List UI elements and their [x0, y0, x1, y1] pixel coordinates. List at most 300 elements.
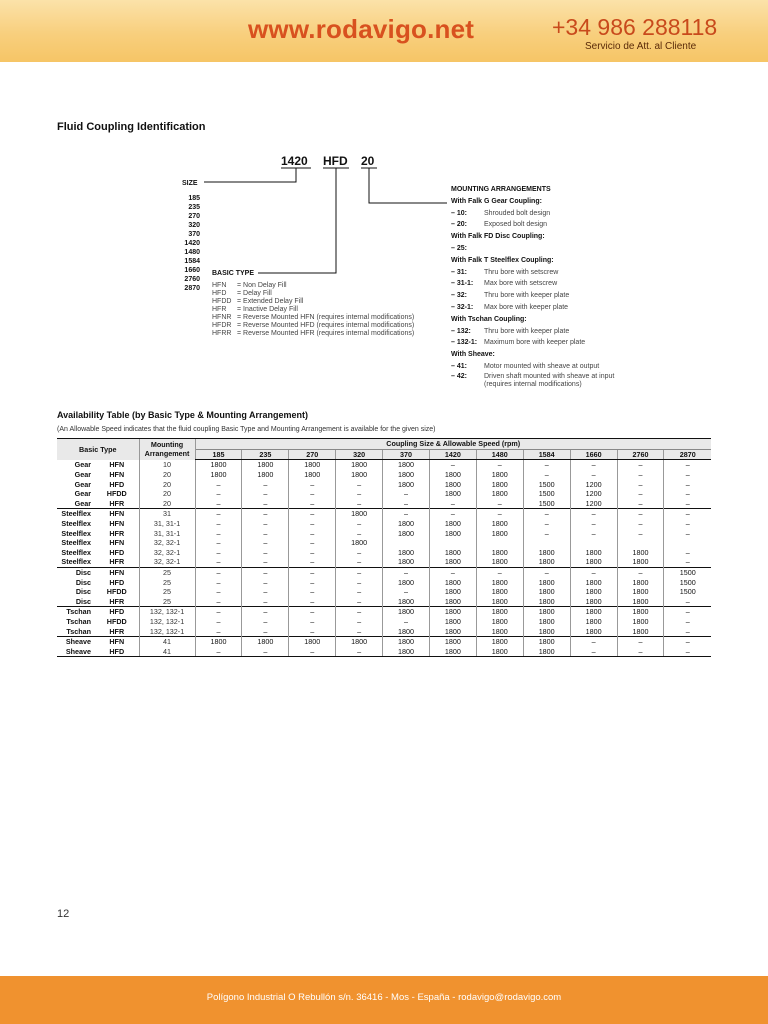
cell-speed: –	[476, 509, 523, 519]
cell-speed: 1800	[570, 626, 617, 636]
cell-speed: –	[664, 499, 711, 509]
cell-speed: –	[617, 646, 664, 656]
size-header-cell: 1584	[523, 449, 570, 460]
cell-basic-type: HFR	[109, 528, 125, 538]
cell-speed: –	[570, 519, 617, 529]
cell-speed: –	[617, 470, 664, 480]
cell-speed: –	[195, 499, 242, 509]
cell-speed: –	[336, 567, 383, 577]
code-type: HFD	[323, 154, 348, 168]
cell-speed: –	[336, 597, 383, 607]
size-header-cell: 235	[242, 449, 289, 460]
cell-speed: 1800	[476, 489, 523, 499]
table-row	[57, 597, 711, 607]
cell-speed	[383, 538, 430, 548]
cell-speed: 1800	[289, 460, 336, 470]
basic-type-item	[212, 298, 414, 306]
size-header-cell: 370	[383, 449, 430, 460]
cell-speed: 1800	[476, 470, 523, 480]
cell-speed: –	[242, 548, 289, 558]
mounting-title: MOUNTING ARRANGEMENTS	[451, 186, 551, 193]
cell-mounting: 25	[139, 567, 195, 577]
cell-speed: –	[195, 538, 242, 548]
cell-speed: –	[242, 626, 289, 636]
cell-speed: –	[664, 636, 711, 646]
cell-speed: 1800	[617, 548, 664, 558]
cell-speed: 1800	[617, 557, 664, 567]
cell-speed: 1800	[242, 460, 289, 470]
cell-mounting: 31	[139, 509, 195, 519]
cell-speed: 1800	[429, 636, 476, 646]
mount-desc: Exposed bolt design	[484, 221, 548, 229]
cell-speed: –	[242, 646, 289, 656]
cell-speed: –	[242, 597, 289, 607]
tschan-heading: With Tschan Coupling:	[451, 315, 527, 323]
mount-item	[451, 302, 651, 314]
cell-speed: –	[195, 617, 242, 627]
cell-coupling-family: Steelflex	[61, 528, 91, 538]
falk-t-heading: With Falk T Steelflex Coupling:	[451, 256, 554, 264]
basic-type-desc: = Reverse Mounted HFR (requires internal modifications)	[237, 330, 415, 337]
cell-speed: 1800	[570, 597, 617, 607]
cell-mounting: 31, 31-1	[139, 528, 195, 538]
cell-speed: 1800	[523, 617, 570, 627]
cell-speed: 1800	[383, 646, 430, 656]
cell-speed: –	[429, 567, 476, 577]
availability-body	[57, 460, 711, 657]
cell-speed: –	[336, 479, 383, 489]
mount-item	[451, 278, 651, 290]
mount-code: – 41:	[451, 362, 467, 370]
cell-speed: 1800	[617, 597, 664, 607]
cell-speed: –	[242, 617, 289, 627]
cell-speed: 1800	[476, 587, 523, 597]
cell-basic-type: HFDD	[106, 489, 127, 499]
cell-basic-type: HFD	[109, 479, 125, 489]
size-header-cell: 270	[289, 449, 336, 460]
table-row	[57, 548, 711, 558]
cell-speed: 1500	[664, 577, 711, 587]
page-number: 12	[57, 908, 70, 920]
table-row	[57, 617, 711, 627]
cell-mounting: 32, 32-1	[139, 557, 195, 567]
cell-speed: –	[242, 499, 289, 509]
cell-speed: 1800	[476, 519, 523, 529]
cell-speed	[570, 538, 617, 548]
cell-speed: 1800	[383, 470, 430, 480]
cell-speed: 1800	[429, 470, 476, 480]
cell-speed: –	[336, 646, 383, 656]
mount-desc: Max bore with setscrew	[484, 280, 558, 288]
cell-speed: –	[289, 626, 336, 636]
size-item: 1584	[184, 258, 200, 265]
cell-mounting: 25	[139, 587, 195, 597]
cell-speed: –	[570, 509, 617, 519]
basic-type-item	[212, 330, 414, 338]
sheave-heading: With Sheave:	[451, 351, 495, 359]
footer-banner	[0, 976, 768, 1024]
size-item: 2760	[184, 276, 200, 283]
mount-desc: Thru bore with keeper plate	[484, 292, 570, 300]
cell-speed: 1800	[429, 607, 476, 617]
cell-speed: 1800	[429, 519, 476, 529]
table-row	[57, 460, 711, 470]
table-row	[57, 538, 711, 548]
cell-speed: 1800	[476, 607, 523, 617]
table-row	[57, 636, 711, 646]
mount-desc: Motor mounted with sheave at output	[484, 362, 600, 370]
mount-desc: Driven shaft mounted with sheave at input	[484, 372, 615, 380]
cell-mounting: 25	[139, 577, 195, 587]
cell-speed: –	[617, 499, 664, 509]
cell-speed: –	[617, 528, 664, 538]
basic-type-code: HFN	[212, 282, 227, 289]
size-item: 320	[188, 222, 200, 229]
cell-speed: –	[617, 489, 664, 499]
size-item: 1420	[184, 240, 200, 247]
mount-desc: Maximum bore with keeper plate	[484, 339, 586, 347]
cell-mounting: 132, 132-1	[139, 607, 195, 617]
cell-speed: 1800	[429, 577, 476, 587]
cell-basic-type: HFDD	[106, 616, 127, 626]
cell-speed: –	[242, 509, 289, 519]
basic-type-label: BASIC TYPE	[212, 270, 255, 277]
cell-speed: –	[289, 557, 336, 567]
cell-speed: 1800	[383, 597, 430, 607]
cell-speed: –	[476, 460, 523, 470]
cell-coupling-family: Tschan	[57, 607, 95, 617]
cell-speed: –	[289, 528, 336, 538]
cell-speed: –	[570, 460, 617, 470]
cell-speed	[664, 538, 711, 548]
table-row	[57, 577, 711, 587]
mount-item	[451, 337, 651, 349]
mount-code: – 31-1:	[451, 280, 474, 288]
cell-speed: –	[429, 460, 476, 470]
table-row	[57, 499, 711, 509]
cell-speed: 1800	[429, 479, 476, 489]
cell-speed: –	[336, 617, 383, 627]
cell-speed: 1800	[617, 577, 664, 587]
cell-coupling-family: Steelflex	[57, 509, 95, 519]
cell-speed: 1800	[383, 519, 430, 529]
cell-speed: 1200	[570, 479, 617, 489]
cell-speed: –	[336, 499, 383, 509]
cell-speed: 1800	[289, 636, 336, 646]
cell-speed: –	[664, 617, 711, 627]
cell-coupling-family: Steelflex	[61, 519, 91, 529]
cell-speed: –	[289, 548, 336, 558]
cell-speed: 1800	[476, 548, 523, 558]
cell-speed: 1800	[195, 470, 242, 480]
cell-speed: –	[242, 519, 289, 529]
cell-speed: 1800	[383, 479, 430, 489]
cell-speed: 1800	[195, 636, 242, 646]
cell-coupling-family: Disc	[75, 596, 91, 606]
cell-speed: 1800	[523, 597, 570, 607]
connector-lines	[0, 0, 768, 400]
basic-type-desc: = Inactive Delay Fill	[237, 306, 298, 313]
mount-desc-note: (requires internal modifications)	[484, 380, 582, 388]
cell-speed: –	[336, 548, 383, 558]
cell-speed: –	[617, 460, 664, 470]
cell-speed: –	[523, 460, 570, 470]
cell-speed: 1800	[570, 617, 617, 627]
cell-coupling-family: Steelflex	[61, 557, 91, 567]
size-list	[170, 194, 200, 293]
cell-speed: 1800	[336, 470, 383, 480]
cell-speed: –	[289, 499, 336, 509]
cell-coupling-family: Gear	[74, 479, 91, 489]
cell-speed: –	[195, 597, 242, 607]
cell-speed: –	[664, 607, 711, 617]
cell-speed: –	[383, 617, 430, 627]
cell-speed: 1800	[429, 646, 476, 656]
cell-basic-type: HFN	[109, 519, 125, 529]
cell-speed: –	[289, 489, 336, 499]
cell-speed: 1500	[523, 479, 570, 489]
cell-speed: 1800	[617, 607, 664, 617]
cell-speed: 1800	[336, 509, 383, 519]
cell-speed: –	[195, 557, 242, 567]
cell-speed: –	[289, 479, 336, 489]
cell-basic-type: HFN	[95, 509, 139, 519]
size-item: 1480	[184, 249, 200, 256]
table-header-row	[57, 439, 711, 450]
cell-speed: 1800	[476, 557, 523, 567]
cell-speed: –	[242, 528, 289, 538]
cell-basic-type: HFR	[109, 626, 125, 636]
cell-speed: –	[570, 646, 617, 656]
cell-speed: 1800	[523, 548, 570, 558]
cell-speed: –	[242, 587, 289, 597]
mount-item	[451, 243, 651, 255]
basic-type-code: HFNR	[212, 314, 232, 321]
cell-mounting: 20	[139, 499, 195, 509]
cell-speed: –	[664, 646, 711, 656]
cell-speed: –	[617, 519, 664, 529]
mount-code: – 10:	[451, 209, 467, 217]
cell-mounting: 20	[139, 489, 195, 499]
cell-basic-type: HFN	[95, 636, 139, 646]
cell-speed: –	[664, 460, 711, 470]
cell-speed: –	[242, 538, 289, 548]
cell-coupling-family: Gear	[74, 470, 91, 480]
cell-speed: –	[195, 577, 242, 587]
cell-speed: –	[195, 607, 242, 617]
cell-basic-type: HFD	[109, 547, 125, 557]
cell-speed: –	[664, 489, 711, 499]
cell-speed: 1800	[383, 577, 430, 587]
table-row	[57, 567, 711, 577]
cell-speed	[523, 538, 570, 548]
cell-speed: 1200	[570, 499, 617, 509]
size-label: SIZE	[182, 180, 198, 187]
cell-speed: –	[383, 499, 430, 509]
availability-note: (An Allowable Speed indicates that the fluid coupling Basic Type and Mounting Arrangement is available for the given size)	[57, 426, 436, 433]
mount-desc: Max bore with keeper plate	[484, 303, 569, 311]
mount-code: – 31:	[451, 268, 467, 276]
cell-speed: –	[195, 626, 242, 636]
cell-speed: –	[289, 646, 336, 656]
cell-speed: –	[289, 509, 336, 519]
table-row	[57, 489, 711, 499]
mount-code: – 32:	[451, 292, 467, 300]
cell-coupling-family: Sheave	[57, 636, 95, 646]
cell-speed: –	[242, 567, 289, 577]
table-row	[57, 626, 711, 636]
cell-speed: 1800	[242, 470, 289, 480]
mount-item	[451, 326, 651, 338]
cell-speed: 1800	[383, 607, 430, 617]
mount-item	[451, 361, 651, 373]
basic-type-code: HFDD	[212, 298, 232, 305]
cell-speed: –	[664, 597, 711, 607]
cell-speed: 1500	[523, 489, 570, 499]
cell-speed: –	[523, 470, 570, 480]
cell-speed: 1800	[429, 557, 476, 567]
basic-type-desc: = Extended Delay Fill	[237, 298, 304, 305]
cell-basic-type: HFR	[109, 557, 125, 567]
basic-type-desc: = Reverse Mounted HFN (requires internal modifications)	[237, 314, 415, 321]
cell-speed: 1800	[523, 577, 570, 587]
cell-coupling-family: Gear	[74, 460, 91, 470]
cell-basic-type: HFR	[109, 498, 125, 508]
cell-speed: 1800	[476, 577, 523, 587]
mount-code: – 20:	[451, 221, 467, 229]
cell-basic-type: HFD	[95, 646, 139, 656]
cell-speed: –	[664, 548, 711, 558]
mount-item-continued	[451, 381, 651, 389]
cell-speed: 1800	[429, 548, 476, 558]
mount-code: – 132-1:	[451, 339, 478, 347]
mount-desc: Thru bore with keeper plate	[484, 327, 570, 335]
cell-speed: –	[195, 646, 242, 656]
cell-basic-type: HFN	[109, 470, 125, 480]
cell-coupling-family: Steelflex	[61, 538, 91, 548]
cell-mounting: 10	[139, 460, 195, 470]
cell-speed: 1800	[429, 489, 476, 499]
col-group-coupling-size: Coupling Size & Allowable Speed (rpm)	[195, 439, 711, 450]
size-header-cell: 1420	[429, 449, 476, 460]
cell-speed: –	[195, 509, 242, 519]
cell-speed: 1500	[664, 567, 711, 577]
cell-speed: –	[383, 567, 430, 577]
basic-type-code: HFD	[212, 290, 227, 297]
cell-speed: –	[336, 577, 383, 587]
cell-speed: 1800	[383, 636, 430, 646]
basic-type-code: HFR	[212, 306, 227, 313]
cell-speed: –	[523, 528, 570, 538]
cell-speed: –	[476, 499, 523, 509]
cell-speed: 1800	[429, 528, 476, 538]
table-row	[57, 557, 711, 567]
falk-g-heading: With Falk G Gear Coupling:	[451, 197, 542, 205]
service-label: Servicio de Att. al Cliente	[585, 41, 697, 52]
cell-speed: –	[195, 519, 242, 529]
mounting-arrangements	[451, 184, 651, 389]
footer-address: Polígono Industrial O Rebullón s/n. 36416 - Mos - España - rodavigo@rodavigo.com	[206, 992, 562, 1003]
cell-speed: –	[195, 587, 242, 597]
cell-speed: –	[570, 528, 617, 538]
cell-speed: 1800	[523, 626, 570, 636]
cell-coupling-family: Sheave	[57, 646, 95, 656]
mount-code: – 132:	[451, 327, 471, 335]
cell-speed: 1800	[523, 636, 570, 646]
website-link[interactable]: www.rodavigo.net	[248, 14, 475, 44]
cell-speed: –	[664, 557, 711, 567]
basic-type-item	[212, 290, 414, 298]
cell-speed: 1800	[429, 626, 476, 636]
table-row	[57, 479, 711, 489]
mount-item	[451, 290, 651, 302]
table-row	[57, 509, 711, 519]
cell-speed: –	[289, 577, 336, 587]
basic-type-item	[212, 282, 414, 290]
cell-coupling-family: Gear	[74, 489, 91, 499]
cell-mounting: 132, 132-1	[139, 617, 195, 627]
cell-speed: –	[195, 479, 242, 489]
cell-speed: –	[336, 519, 383, 529]
cell-speed: 1800	[476, 479, 523, 489]
cell-speed: 1800	[429, 597, 476, 607]
size-item: 235	[188, 204, 200, 211]
cell-speed: –	[289, 587, 336, 597]
cell-speed: 1800	[523, 557, 570, 567]
cell-speed: 1800	[383, 557, 430, 567]
cell-speed: 1800	[429, 587, 476, 597]
cell-speed: 1800	[570, 587, 617, 597]
cell-speed: –	[336, 626, 383, 636]
cell-speed: –	[195, 548, 242, 558]
cell-speed: –	[242, 607, 289, 617]
cell-mounting: 132, 132-1	[139, 626, 195, 636]
cell-speed: –	[242, 479, 289, 489]
cell-speed: –	[664, 528, 711, 538]
cell-mounting: 41	[139, 646, 195, 656]
basic-type-list	[212, 282, 414, 338]
basic-type-item	[212, 322, 414, 330]
cell-speed: 1800	[289, 470, 336, 480]
cell-coupling-family: Disc	[57, 567, 95, 577]
cell-mounting: 41	[139, 636, 195, 646]
basic-type-desc: = Delay Fill	[237, 290, 272, 297]
cell-speed: –	[429, 509, 476, 519]
table-row	[57, 470, 711, 480]
cell-speed: 1800	[570, 548, 617, 558]
cell-speed: –	[617, 636, 664, 646]
phone-number: +34 986 288118	[552, 14, 718, 40]
cell-speed: 1800	[476, 528, 523, 538]
cell-basic-type: HFN	[109, 538, 125, 548]
cell-speed: –	[617, 567, 664, 577]
cell-speed: –	[289, 519, 336, 529]
cell-coupling-family: Tschan	[66, 616, 91, 626]
cell-speed: 1800	[383, 528, 430, 538]
cell-speed: 1800	[523, 646, 570, 656]
cell-basic-type: HFDD	[106, 587, 127, 597]
cell-speed: –	[289, 567, 336, 577]
cell-speed: –	[242, 577, 289, 587]
cell-speed: –	[617, 509, 664, 519]
cell-mounting: 20	[139, 479, 195, 489]
falk-fd-heading: With Falk FD Disc Coupling:	[451, 233, 545, 241]
cell-speed: –	[336, 528, 383, 538]
cell-mounting: 25	[139, 597, 195, 607]
cell-speed: 1800	[570, 607, 617, 617]
cell-speed: –	[383, 587, 430, 597]
size-header-cell: 2870	[664, 449, 711, 460]
